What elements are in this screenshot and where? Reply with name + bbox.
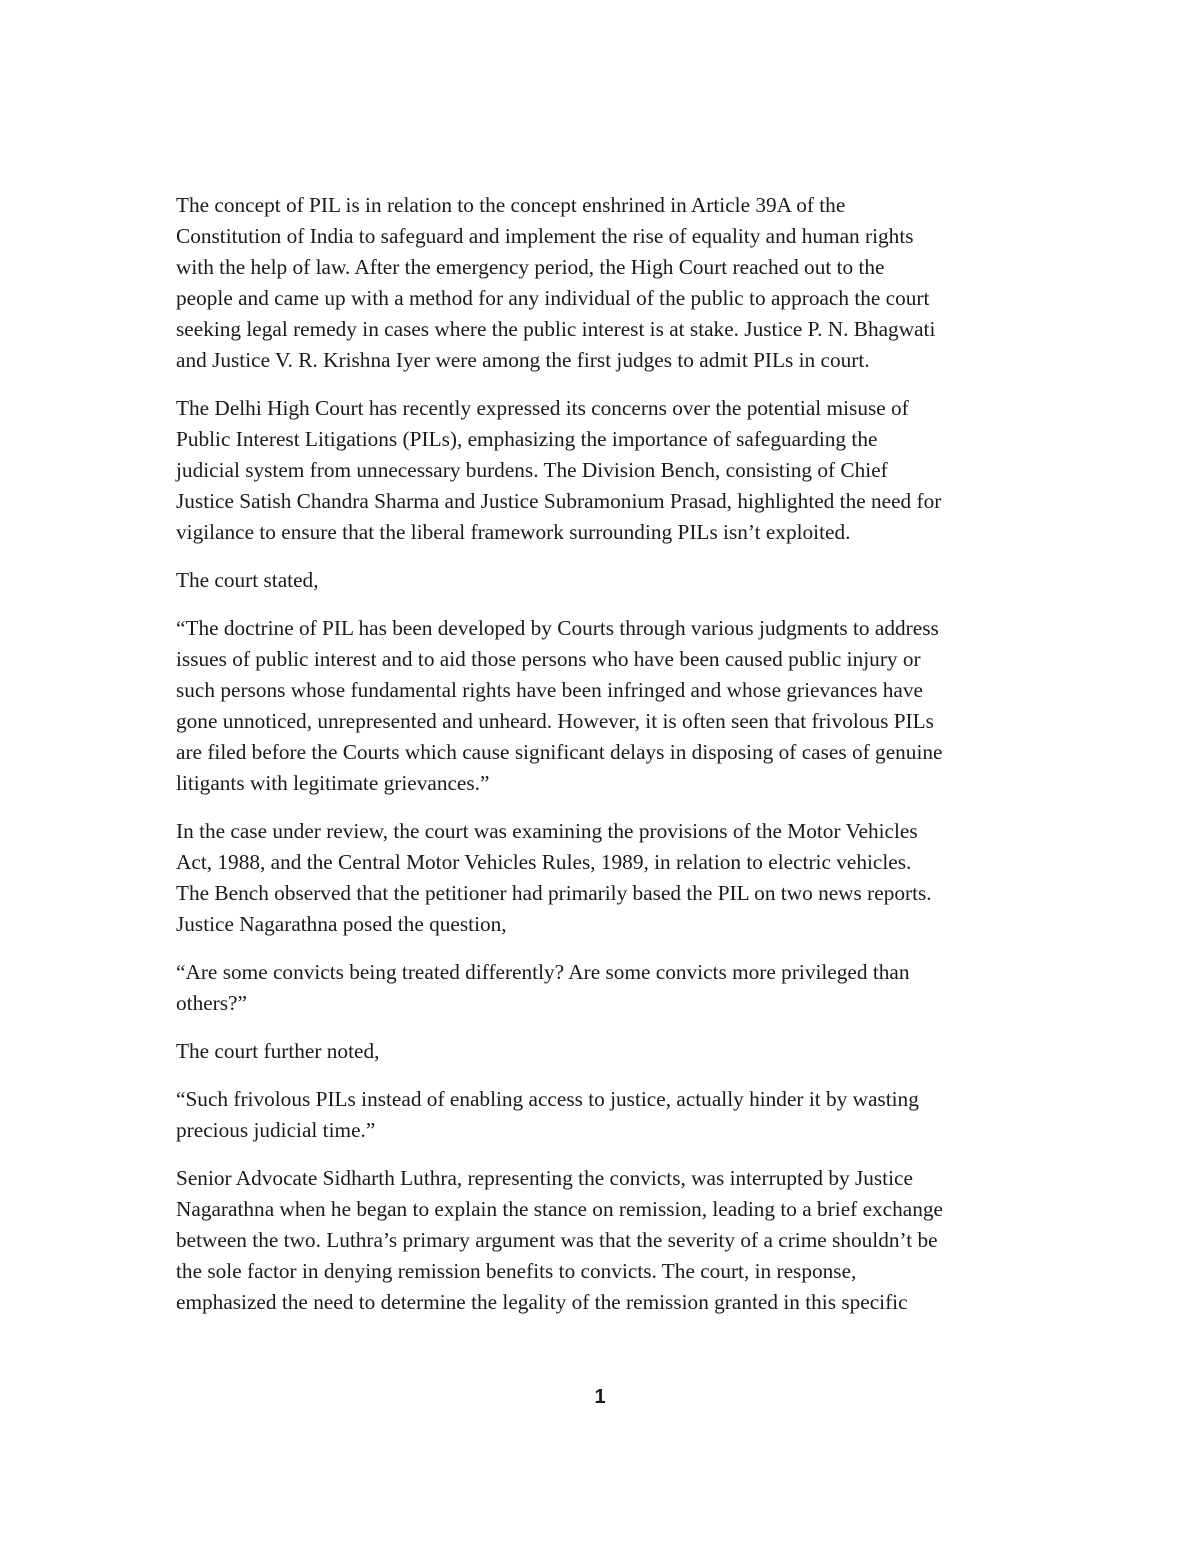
text-line: with the help of law. After the emergency period, the High Court reached out to the: [176, 255, 885, 279]
text-line: The court stated,: [176, 568, 319, 592]
paragraph: [176, 816, 1032, 940]
text-line: are filed before the Courts which cause significant delays in disposing of cases of genuine: [176, 740, 943, 764]
text-line: precious judicial time.”: [176, 1118, 376, 1142]
text-line: Justice Satish Chandra Sharma and Justice Subramonium Prasad, highlighted the need for: [176, 489, 942, 513]
document-body: [176, 190, 1032, 1335]
text-line: people and came up with a method for any individual of the public to approach the court: [176, 286, 930, 310]
text-line: vigilance to ensure that the liberal framework surrounding PILs isn’t exploited.: [176, 520, 851, 544]
text-line: “Are some convicts being treated differently? Are some convicts more privileged than: [176, 960, 910, 984]
paragraph: [176, 1036, 1032, 1067]
text-line: “Such frivolous PILs instead of enabling access to justice, actually hinder it by wasting: [176, 1087, 919, 1111]
text-line: seeking legal remedy in cases where the public interest is at stake. Justice P. N. Bhagwati: [176, 317, 936, 341]
text-line: The Delhi High Court has recently expressed its concerns over the potential misuse of: [176, 396, 909, 420]
page-number: 1: [594, 1386, 606, 1408]
text-line: In the case under review, the court was examining the provisions of the Motor Vehicles: [176, 819, 918, 843]
text-line: Nagarathna when he began to explain the stance on remission, leading to a brief exchange: [176, 1197, 943, 1221]
text-line: between the two. Luthra’s primary argument was that the severity of a crime shouldn’t be: [176, 1228, 938, 1252]
paragraph: [176, 1084, 1032, 1146]
text-line: issues of public interest and to aid those persons who have been caused public injury or: [176, 647, 921, 671]
paragraph: [176, 1163, 1032, 1318]
text-line: Justice Nagarathna posed the question,: [176, 912, 507, 936]
text-line: Act, 1988, and the Central Motor Vehicles Rules, 1989, in relation to electric vehicles.: [176, 850, 912, 874]
text-line: the sole factor in denying remission benefits to convicts. The court, in response,: [176, 1259, 857, 1283]
text-line: emphasized the need to determine the legality of the remission granted in this specific: [176, 1290, 908, 1314]
text-line: gone unnoticed, unrepresented and unheard. However, it is often seen that frivolous PILs: [176, 709, 934, 733]
text-line: such persons whose fundamental rights have been infringed and whose grievances have: [176, 678, 923, 702]
text-line: The concept of PIL is in relation to the concept enshrined in Article 39A of the: [176, 193, 846, 217]
text-line: The Bench observed that the petitioner had primarily based the PIL on two news reports.: [176, 881, 932, 905]
text-line: The court further noted,: [176, 1039, 380, 1063]
paragraph: [176, 565, 1032, 596]
text-line: Senior Advocate Sidharth Luthra, representing the convicts, was interrupted by Justice: [176, 1166, 913, 1190]
text-line: Public Interest Litigations (PILs), emphasizing the importance of safeguarding the: [176, 427, 878, 451]
text-line: Constitution of India to safeguard and implement the rise of equality and human rights: [176, 224, 914, 248]
paragraph: [176, 613, 1032, 799]
text-line: litigants with legitimate grievances.”: [176, 771, 490, 795]
paragraph: [176, 393, 1032, 548]
text-line: judicial system from unnecessary burdens. The Division Bench, consisting of Chief: [176, 458, 888, 482]
text-line: “The doctrine of PIL has been developed by Courts through various judgments to address: [176, 616, 939, 640]
text-line: and Justice V. R. Krishna Iyer were among the first judges to admit PILs in court.: [176, 348, 870, 372]
paragraph: [176, 190, 1032, 376]
text-line: others?”: [176, 991, 247, 1015]
paragraph: [176, 957, 1032, 1019]
